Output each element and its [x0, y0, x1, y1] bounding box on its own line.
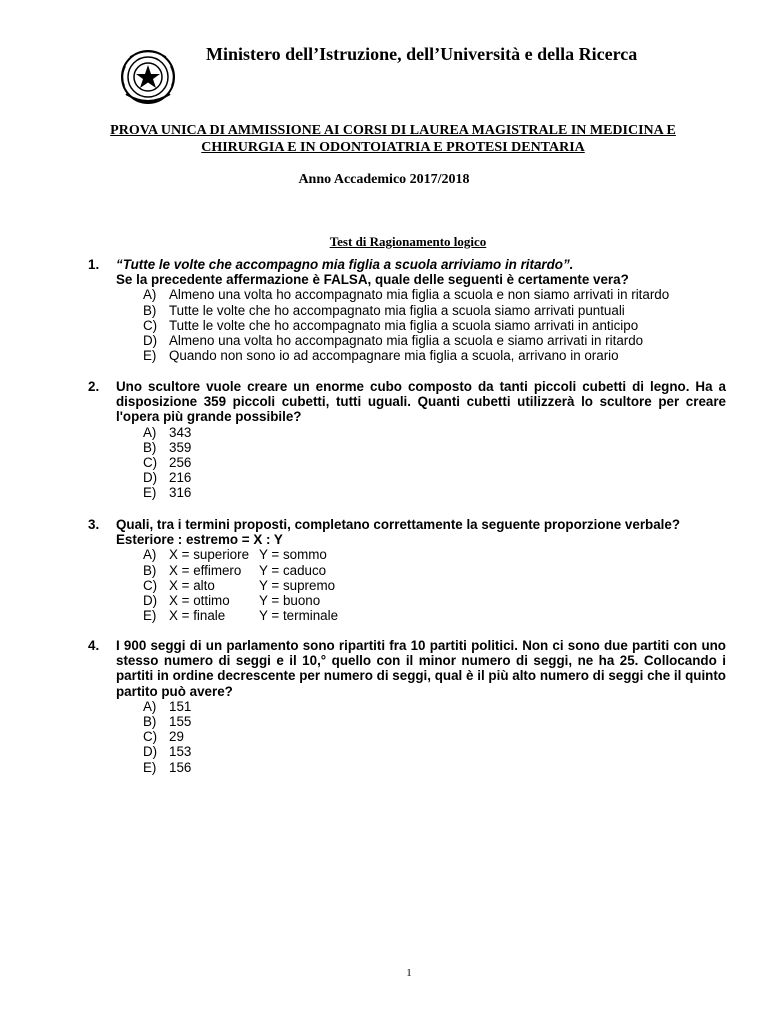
option-text: 153 [169, 744, 192, 760]
option-x: X = alto [169, 577, 215, 593]
option-x: X = ottimo [169, 593, 230, 609]
option-text: 316 [169, 485, 192, 501]
exam-title-line-2: CHIRURGIA E IN ODONTOIATRIA E PROTESI DENTARIA [201, 140, 585, 155]
answer-option [143, 608, 726, 623]
question-stem [116, 257, 726, 287]
answer-options [143, 425, 726, 501]
question-number: 1. [88, 257, 100, 272]
option-letter: C) [143, 455, 158, 471]
answer-option [143, 578, 726, 593]
option-text: 216 [169, 470, 192, 486]
option-text: 256 [169, 455, 192, 471]
italian-republic-emblem-icon [116, 46, 180, 108]
option-letter: B) [143, 714, 157, 730]
option-letter: D) [143, 333, 158, 349]
question-text: Quali, tra i termini proposti, completano correttamente la seguente proporzione verbale? [116, 517, 681, 532]
answer-option [143, 563, 726, 578]
question-proportion: Esteriore : estremo = X : Y [116, 532, 283, 548]
option-y: Y = caduco [259, 562, 327, 578]
option-text: 343 [169, 424, 192, 440]
option-letter: D) [143, 593, 158, 609]
exam-title [60, 122, 726, 156]
question-4 [88, 638, 726, 788]
question-stem: Uno scultore vuole creare un enorme cubo composto da tanti piccoli cubetti di legno. Ha a disposizione 359 piccoli cubetti, tutti uguali. Quanti cubetti utilizzerà lo scultore per creare l'opera più grande possibile? [116, 379, 726, 425]
question-number: 2. [88, 379, 100, 394]
option-text: Almeno una volta ho accompagnato mia figlia a scuola e non siamo arrivati in ritardo [169, 287, 670, 303]
option-letter: C) [143, 317, 158, 333]
academic-year: Anno Accademico 2017/2018 [298, 172, 470, 187]
option-letter: E) [143, 348, 157, 364]
page-number: 1 [406, 967, 412, 979]
ministry-title: Ministero dell’Istruzione, dell’Università e della Ricerca [206, 44, 638, 64]
option-text: 359 [169, 439, 192, 455]
option-letter: C) [143, 729, 158, 745]
option-text: 29 [169, 729, 184, 745]
option-text: Tutte le volte che ho accompagnato mia figlia a scuola siamo arrivati in anticipo [169, 317, 639, 333]
question-number: 3. [88, 517, 100, 532]
answer-option [143, 303, 726, 318]
answer-option [143, 744, 726, 759]
option-y: Y = terminale [259, 608, 339, 624]
question-text: Se la precedente affermazione è FALSA, quale delle seguenti è certamente vera? [116, 272, 629, 288]
option-y: Y = supremo [259, 577, 336, 593]
exam-title-line-1: PROVA UNICA DI AMMISSIONE AI CORSI DI LAUREA MAGISTRALE IN MEDICINA E [110, 123, 676, 138]
option-text: Tutte le volte che ho accompagnato mia figlia a scuola siamo arrivati puntuali [169, 302, 625, 318]
answer-option [143, 333, 726, 348]
answer-option [143, 699, 726, 714]
answer-option [143, 455, 726, 470]
answer-option [143, 348, 726, 363]
answer-options [143, 547, 726, 623]
option-text: 156 [169, 759, 192, 775]
option-y: Y = sommo [259, 547, 327, 563]
question-stem [116, 517, 726, 547]
option-x: X = superiore [169, 547, 250, 563]
answer-option [143, 547, 726, 562]
option-text: Quando non sono io ad accompagnare mia figlia a scuola, arrivano in orario [169, 348, 619, 364]
answer-option [143, 714, 726, 729]
option-letter: D) [143, 470, 158, 486]
answer-options [143, 699, 726, 775]
option-letter: D) [143, 744, 158, 760]
option-letter: A) [143, 424, 157, 440]
answer-option [143, 287, 726, 302]
option-letter: E) [143, 759, 157, 775]
question-number: 4. [88, 638, 100, 653]
answer-option [143, 425, 726, 440]
option-text: Almeno una volta ho accompagnato mia figlia a scuola e siamo arrivati in ritardo [169, 333, 644, 349]
question-1 [88, 257, 726, 377]
answer-option [143, 318, 726, 333]
option-letter: A) [143, 698, 157, 714]
option-letter: E) [143, 485, 157, 501]
option-letter: B) [143, 302, 157, 318]
option-x: X = effimero [169, 562, 242, 578]
option-letter: A) [143, 547, 157, 563]
answer-option [143, 440, 726, 455]
question-stem: I 900 seggi di un parlamento sono ripartiti fra 10 partiti politici. Non ci sono due partiti con uno stesso numero di seggi e il 10,° quello con il minor numero di seggi, ne ha 25. Collocando i partiti in ordine decrescente per numero di seggi, qual è il più alto numero di seggi che il quinto partito può avere? [116, 638, 726, 699]
answer-options [143, 287, 726, 363]
option-letter: B) [143, 562, 157, 578]
answer-option [143, 485, 726, 500]
option-letter: C) [143, 577, 158, 593]
answer-option [143, 593, 726, 608]
option-letter: B) [143, 439, 157, 455]
question-2 [88, 379, 726, 514]
answer-option [143, 760, 726, 775]
option-text: 155 [169, 714, 192, 730]
section-title: Test di Ragionamento logico [329, 234, 487, 249]
question-3 [88, 517, 726, 637]
option-letter: A) [143, 287, 157, 303]
answer-option [143, 729, 726, 744]
answer-option [143, 470, 726, 485]
option-text: 151 [169, 698, 192, 714]
option-x: X = finale [169, 608, 226, 624]
question-quote: “Tutte le volte che accompagno mia figlia a scuola arriviamo in ritardo”. [116, 257, 574, 272]
option-letter: E) [143, 608, 157, 624]
option-y: Y = buono [259, 593, 321, 609]
